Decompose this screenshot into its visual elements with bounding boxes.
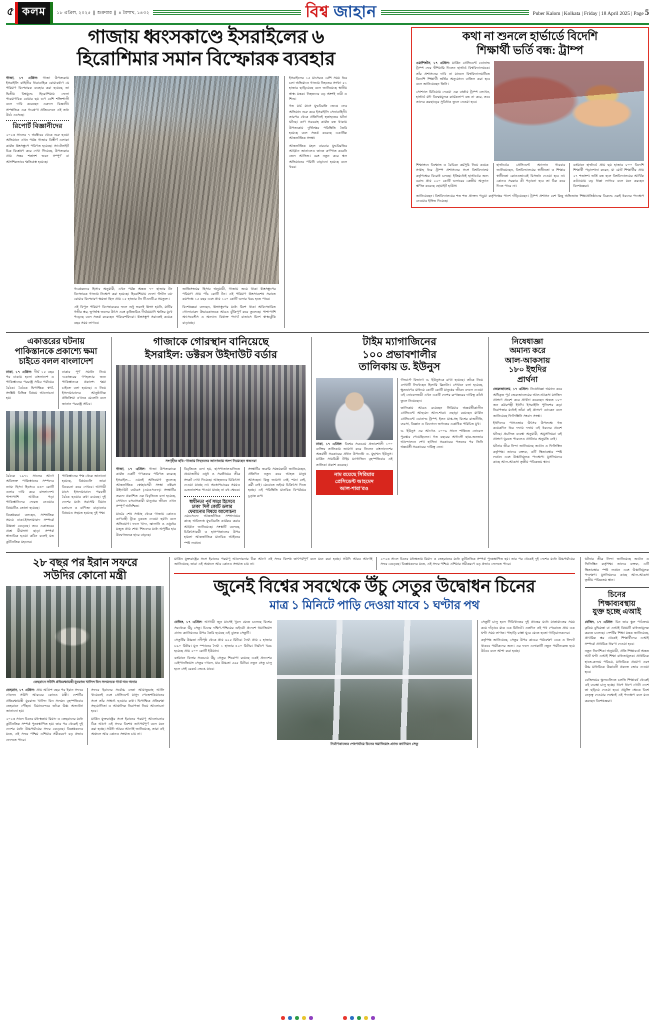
msf-column-2 bbox=[180, 467, 240, 548]
registration-dot bbox=[295, 1016, 299, 1020]
bangladesh-col2-text: ঢাকার পূর্ণ সমর্থন নিয়ে 'একাত্তরের গণহত্যার জন্য পাকিস্তানকে প্রকাশ্যে ক্ষমা চাইতে' বলা হয়েছে। এ নিয়ে ইসলামাবাদের আনুষ্ঠানিক প্রতিক্রিয়া এখনও মেলেনি বলে জানান পররাষ্ট্র সচিব। bbox=[61, 369, 106, 406]
trump-column-2b bbox=[493, 163, 566, 192]
trump-col2-text: শিক্ষাঙ্গনে বিক্ষোভ ও বৈচিত্র্য কর্মসূচি নিয়ে কয়েক সপ্তাহ ধরে ট্রাম্প প্রশাসনের সঙ্গে বিশ্ববিদ্যালয় কর্তৃপক্ষের বিরোধ চলছে। ইতিমধ্যেই হার্ভার্ডের জন্য বরাদ্দ প্রায় ২২০ কোটি ডলারের কেন্দ্রীয় অনুদান স্থগিত করেছে হোয়াইট হাউস। bbox=[416, 163, 489, 189]
yunus-callout-line3: আল-শারা'রও bbox=[339, 486, 369, 493]
lead-col1b-text: ২০২৩ সালের ৭ অক্টোবর থেকে শুরু হওয়া অভিযানে এখন পর্যন্ত গাজার বিস্তীর্ণ এলাকা কার্যত ধ্বংসস্তূপে পরিণত হয়েছে। স্যাটেলাইট চিত্র বিশ্লেষণ করে দেখা গিয়েছে, উপত্যকার প্রায় সত্তর শতাংশ ভবন সম্পূর্ণ বা আংশিকভাবে ক্ষতিগ্রস্ত হয়েছে। bbox=[6, 133, 69, 164]
lead-dotted-separator bbox=[6, 120, 69, 121]
bridge-construction-photo bbox=[277, 620, 472, 740]
alaqsa-dateline: জেরুজালেম, ১৭ এপ্রিল: bbox=[493, 387, 529, 392]
saudi-col1-text: প্রায় আঠাশ বছর পর ইরান সফরে গেলেন সউদি আরবের কোনও মন্ত্রী। দেশটির প্রতিরক্ষামন্ত্রী যুবরাজ খালিদ বিন সলমন বৃহস্পতিবার তেহরানে পৌঁছন। বিমানবন্দরে তাঁকে উষ্ণ অভ্যর্থনা জানানো হয়। bbox=[6, 687, 84, 714]
edition-info bbox=[533, 8, 649, 17]
bridge-left-columns bbox=[174, 620, 272, 748]
publication-logo: কলম bbox=[15, 2, 53, 24]
yunus-headline-line3: তালিকায় ড. ইউনুস bbox=[358, 362, 441, 373]
gaza-funeral-crowd-photo bbox=[116, 365, 306, 457]
bridge-photo-caption: নির্মাণকাজের শেষপর্যায়ে চিনের হুয়াজিয়াং গ্র্যান্ড ক্যানিয়ন সেতু bbox=[330, 742, 419, 747]
bangladesh-top-columns bbox=[6, 370, 106, 409]
msf-col5-text: এমএসএফ আন্তর্জাতিক সম্প্রদায়ের কাছে অবিলম্বে যুদ্ধবিরতি কার্যকর করার আহ্বান জানিয়েছে। সংস্থাটি বলেছে, চিকিৎসাকর্মী ও হাসপাতালের উপর হামলা আন্তর্জাতিক মানবিক আইনের স্পষ্ট লঙ্ঘন। bbox=[183, 514, 241, 545]
section-title-part1: বিশ্ব bbox=[305, 4, 330, 21]
lead-column-2 bbox=[74, 287, 172, 328]
footer-dots-left bbox=[281, 1016, 313, 1020]
masthead-logo-group[interactable] bbox=[6, 2, 53, 24]
yunus-dateline: ঢাকা, ১৭ এপ্রিল: bbox=[316, 441, 343, 446]
trump-col1-text: মার্কিন প্রেসিডেন্ট ডোনাল্ড ট্রাম্প ফের হুঁশিয়ারি দিলেন হার্ভার্ড বিশ্ববিদ্যালয়কে। তাঁর প্রশাসনের দাবি না মানলে বিশ্ববিদ্যালয়টিতে বিদেশি শিক্ষার্থী ভর্তির অনুমোদন বাতিল করা হবে বলে জানিয়েছেন তিনি। bbox=[416, 61, 490, 87]
gaza-destruction-photo bbox=[74, 76, 279, 284]
alaqsa-headline-line4: ১৮০ ইহুদির bbox=[508, 365, 547, 375]
alaqsa-headline bbox=[493, 337, 562, 384]
msf-col4-text: মার্চের শেষ সপ্তাহ থেকে গাজায় কোনও ত্রাণবাহী ট্রাক ঢুকতে দেওয়া হয়নি বলে অভিযোগ। ফলে খাদ্য, জ্বালানি ও ওষুধের মজুত প্রায় শেষ। শিশুদের মধ্যে অপুষ্টির হার উদ্বেগজনক হারে বাড়ছে। bbox=[116, 511, 176, 537]
yunus-right-side bbox=[397, 378, 483, 496]
lead-dateline: গাজা, ১৭ এপ্রিল: bbox=[6, 75, 39, 80]
page-number: 5 bbox=[645, 8, 649, 17]
bangladesh-col5-text: বিশ্লেষকরা বলছেন, সাম্প্রতিক সময়ে ঢাকা-ইসলামাবাদ সম্পর্কে উষ্ণতা বেড়েছে। তবে একাত্তরের প্রশ্নে মীমাংসা ছাড়া সম্পর্ক স্বাভাবিক হওয়া কঠিন বলেই মত কূটনৈতিক মহলের। bbox=[6, 513, 54, 544]
bridge-col5-text: বর্তমানে বিশ্বের সবচেয়ে উঁচু সেতুর শিরোপা রয়েছে একই প্রদেশের বেইপানজিয়াং সেতুর দখলে, যার উচ্চতা ৫৬৫ মিটার। নতুন সেতু চালু হলে সেই রেকর্ড ভেঙে যাবে। bbox=[174, 656, 272, 671]
ai-story bbox=[580, 557, 649, 748]
ai-col3-text: বেজিংয়ের স্কুলগুলিতে চলতি শিক্ষাবর্ষ থেকেই এই ব্যবস্থা চালু হচ্ছে। ধাপে ধাপে গোটা দেশে তা ছড়িয়ে দেওয়া হবে। প্রযুক্তি ক্ষেত্রে বিশ্বে নেতৃত্ব দেওয়ার লক্ষ্যেই এই পদক্ষেপ বলে মনে করছেন বিশেষজ্ঞরা। bbox=[584, 677, 649, 703]
registration-dot bbox=[281, 1016, 285, 1020]
bridge-topfill-left-text: মার্কিন যুক্তরাষ্ট্রের সঙ্গে ইরানের পরমাণু আলোচনার ঠিক আগে এই সফর বিশেষ তাৎপর্যপূর্ণ বলে মনে করা হচ্ছে। সউদি আরব আগেই জানিয়েছে, তারা এই অঞ্চলে আর কোনও সংঘাত চায় না। bbox=[174, 557, 373, 567]
yunus-red-callout bbox=[316, 470, 393, 495]
lead-headline-line1: গাজায় ধ্বংসকাণ্ডে ইসরাইলের ৬ bbox=[87, 27, 325, 48]
ai-body bbox=[585, 620, 649, 704]
masthead bbox=[6, 3, 649, 22]
msf-story bbox=[111, 337, 306, 548]
msf-dotted-separator bbox=[184, 496, 240, 497]
msf-col3-text: সংস্থাটির জরুরি সমন্বয়কারী জানিয়েছেন, প্রতিদিন নতুন করে আহত মানুষ আসছেন। কিন্তু জায়গা নেই, শয্যা নেই, কর্মী নেই। মেঝেতে শুইয়ে চিকিৎসা দিতে হচ্ছে। এই পরিস্থিতি মানবিক বিপর্যয়ের চূড়ান্ত রূপ। bbox=[248, 467, 306, 498]
bangladesh-column-3 bbox=[6, 474, 54, 547]
ai-divider bbox=[585, 587, 649, 588]
alaqsa-story bbox=[488, 337, 562, 548]
bangladesh-headline bbox=[6, 337, 106, 367]
yunus-left-side bbox=[316, 378, 393, 496]
trump-dateline: ওয়াশিংটন, ১৭ এপ্রিল: bbox=[416, 61, 450, 66]
yunus-headline-line2: ১০০ প্রভাবশালীর bbox=[362, 349, 437, 361]
lead-col1-text: গাজা উপত্যকায় ইসরাইলি বাহিনীর ধারাবাহিক বোমাবর্ষণে যে পরিমাণ বিস্ফোরক ব্যবহার করা হয়েছে, তা দ্বিতীয় বিশ্বযুদ্ধে হিরোশিমায় ফেলা পারমাণবিক বোমার ছয় গুণ বেশি শক্তিশালী বলে দাবি করেছেন একদল বিজ্ঞানী। সাম্প্রতিক এক গবেষণা প্রতিবেদনে এই তথ্য উঠে এসেছে। bbox=[6, 75, 69, 117]
bangladesh-headline-line3: চাইতে বলল বাংলাদেশ bbox=[18, 356, 94, 366]
lead-col3-text: জাতিসংঘের হিসাব অনুযায়ী, গাজায় জমে থাকা ধ্বংসস্তূপের পরিমাণ প্রায় পাঁচ কোটি টন। এই পরিমাণ ধ্বংসাবশেষ সরাতে কমপক্ষে ১৫ বছর এবং প্রায় ১২০ কোটি ডলার খরচ হতে পারে। bbox=[182, 286, 276, 302]
bridge-col1-text: আগামী জুন মাসেই খুলে যেতে চলেছে বিশ্বের সবথেকে উঁচু সেতু। চিনের দক্ষিণ-পশ্চিমের গুইঝৌ প্রদেশে হুয়াজিয়াং গ্র্যান্ড ক্যানিয়নের উপর তৈরি হয়েছে এই ঝুলন্ত সেতুটি। bbox=[174, 620, 272, 635]
yunus-callout-line1: নাম রয়েছে সিরিয়ার bbox=[334, 472, 375, 479]
saudi-story bbox=[6, 557, 164, 748]
saudi-headline-line2: সউদির কোনো মন্ত্রী bbox=[43, 569, 127, 582]
lead-col4-text: ইসরাইলের ১৫ মাসেরও বেশি সময় ধরে চলা অভিযানে গাজায় নিহতের সংখ্যা ৫১ হাজার ছাড়িয়েছে বলে জানিয়েছে স্থানীয় স্বাস্থ্য মন্ত্রক। নিহতদের বড় অংশই নারী ও শিশু। bbox=[289, 75, 347, 102]
msf-column-1 bbox=[116, 467, 176, 548]
section-title bbox=[305, 0, 376, 26]
trump-right-side bbox=[494, 61, 644, 161]
registration-dot bbox=[357, 1016, 361, 1020]
trump-column-1 bbox=[416, 61, 490, 161]
bangladesh-column-4 bbox=[58, 474, 106, 547]
bridge-topfill-left bbox=[174, 557, 372, 570]
yunus-col3-text: তালিকায় আরও রয়েছেন সিরিয়ার অন্তর্বর্তীকালীন প্রেসিডেন্ট আহমেদ আল-শারা। এছাড়া রয়েছেন মার্কিন প্রেসিডেন্ট ডোনাল্ড ট্রাম্প, ইলন মাস্ক-সহ বিশ্বের রাজনীতি, ব্যবসা, বিজ্ঞান ও বিনোদন জগতের একাধিক পরিচিত মুখ। bbox=[400, 406, 483, 426]
bridge-photo-column bbox=[277, 620, 472, 748]
lead-col4c-text: আন্তর্জাতিক মহল বারবার যুদ্ধবিরতির আহ্বান জানালেও তাতে কর্ণপাত করেনি তেল আভিভ। বরং নতুন করে স্থল অভিযানের পরিধি বাড়ানো হয়েছে বলে খবর। bbox=[289, 143, 347, 169]
bangladesh-col1-text: দীর্ঘ ১৫ বছর পর ঢাকায় হলো বাংলাদেশ ও পাকিস্তানের পররাষ্ট্র সচিব পর্যায়ের বৈঠক। বৈঠকে দ্বিপাক্ষিক স্বার্থ-সংশ্লিষ্ট বিভিন্ন বিষয়ে আলোচনা হয়। bbox=[6, 369, 54, 401]
ai-headline bbox=[585, 591, 649, 618]
ai-headline-line2: শিক্ষাব্যবস্থায় bbox=[598, 598, 636, 608]
yunus-column-1 bbox=[316, 442, 393, 469]
trump-col1b-text: সোশ্যাল মিডিয়ায় দেওয়া এক বার্তায় ট্রাম্প লেখেন, হার্ভার্ড যদি বিদ্বেষমূলক কার্যকলাপ বন্ধ না করে, তবে তাদের করছাড়ের সুবিধাও তুলে নেওয়া হবে। bbox=[416, 89, 490, 105]
bangladesh-bottom-columns bbox=[6, 474, 106, 547]
msf-headline-line1: গাজাকে গোরস্থান বানিয়েছে bbox=[153, 337, 269, 348]
saudi-photo-caption: তেহরানে সউদি প্রতিরক্ষামন্ত্রী যুবরাজ খালিদ বিন সলমনকে গার্ড অব অনার bbox=[33, 679, 137, 684]
msf-photo-caption: সংগৃহীত ছবি: গাজায় নিহতদের জানাজায় অংশ নিয়েছেন স্বজনরা bbox=[165, 459, 257, 463]
bridge-col4-text: কর্তৃপক্ষ জানিয়েছে, সেতুর উপর কাচের পর্যবেক্ষণ ডেক ও লিফট থাকবে পর্যটকদের জন্য। এর ফলে এলাকাটি নতুন পর্যটনকেন্দ্র হয়ে উঠবে বলে আশা করা হচ্ছে। bbox=[481, 638, 575, 653]
bangladesh-dateline: ঢাকা, ১৭ এপ্রিল: bbox=[6, 369, 33, 374]
lead-column-3 bbox=[177, 287, 275, 328]
saudi-col4-text: মার্কিন যুক্তরাষ্ট্রের সঙ্গে ইরানের পরমাণু আলোচনার ঠিক আগে এই সফর বিশেষ তাৎপর্যপূর্ণ বলে মনে করা হচ্ছে। সউদি আরব আগেই জানিয়েছে, তারা এই অঞ্চলে আর কোনও সংঘাত চায় না। bbox=[91, 716, 165, 737]
alaqsa-headline-line3: আল-আকসায় bbox=[504, 355, 551, 365]
masthead-rule-right bbox=[381, 9, 529, 17]
alaqsa-body bbox=[493, 387, 562, 465]
bridge-body bbox=[174, 620, 575, 748]
tier-two bbox=[6, 337, 649, 548]
alaqsa-col3-text: ঘটনার তীব্র নিন্দা জানিয়েছে জর্ডান ও ফিলিস্তিন কর্তৃপক্ষ। তাদের বক্তব্য, এটি স্থিতাবস্থার স্পষ্ট লঙ্ঘন এবং উস্কানিমূলক পদক্ষেপ। মুসলিমদের কাছে আল-আকসা তৃতীয় পবিত্রতম স্থান। bbox=[493, 444, 562, 465]
lead-kicker: রিপোর্ট বিজ্ঞানীদের bbox=[12, 123, 63, 131]
ai-headline-line1: চিনের bbox=[607, 589, 626, 599]
edition-line: Puber Kalom | Kolkata | Friday | 18 April 2025 | Page bbox=[532, 11, 644, 17]
section-title-part2: জাহান bbox=[333, 4, 377, 21]
bridge-col3-text: সেতুটি চালু হলে গিরিখাতের দুই প্রান্তের মধ্যে যাতায়াতের সময় কমে দাঁড়াবে মাত্র এক মিনিটে। এতদিন ওই পথ পেরোতে প্রায় এক ঘণ্টা সময় লাগত। পাহাড়ি রাস্তা ঘুরে যেতে হতো গাড়িচালকদের। bbox=[481, 620, 575, 635]
lead-col2-text: গবেষকদের হিসাব অনুযায়ী, এখন পর্যন্ত অন্তত ৭০ হাজার টন বিস্ফোরক গাজায় নিক্ষেপ করা হয়েছে। হিরোশিমায় ফেলা 'লিটল বয়' বোমার বিস্ফোরণ ক্ষমতা ছিল প্রায় ১৫ হাজার টন টিএনটি-র সমতুল্য। bbox=[74, 286, 173, 302]
bridge-story bbox=[169, 557, 575, 748]
bridge-col2-text: সেতুটির উচ্চতা নদীপৃষ্ঠ থেকে প্রায় ৬২৫ মিটার। দৈর্ঘ্য প্রায় ২ হাজার ৮৯০ মিটার। মূল স্প্যানের দৈর্ঘ্য ১ হাজার ৪২০ মিটার। নির্মাণে খরচ হয়েছে প্রায় ২০০ কোটি ইউয়ান। bbox=[174, 638, 272, 653]
yunus-col4-text: ড. ইউনুস এর আগেও ২০০৬ সালে শান্তিতে নোবেল পুরস্কার পেয়েছিলেন। গত বছরের অগাস্টে ছাত্র-জনতার আন্দোলনে শেখ হাসিনা সরকারের পতনের পর তিনি অন্তর্বর্তী সরকারের দায়িত্ব নেন। bbox=[400, 429, 483, 450]
msf-columns bbox=[116, 467, 306, 548]
ai-col2-text: নতুন নির্দেশিকা অনুযায়ী, প্রতি শিক্ষাবর্ষে অন্তত আট ঘণ্টা এআই শিক্ষা বাধ্যতামূলক। প্রাথমিকে হাতে-কলমে পরিচয়, মাধ্যমিকে প্রয়োগ এবং উচ্চ মাধ্যমিকে উদ্ভাবনী প্রকল্পে জোর দেওয়া হবে। bbox=[584, 648, 649, 675]
masthead-rule-left bbox=[153, 9, 301, 17]
msf-subhead: স্বাধীনতা পূর্ব সমগ্র হিসেবে ঢাকা' দিল কোটি ডলার ফেরানোর বিষয়ে আলোচনা bbox=[188, 498, 236, 514]
alaqsa-col2-text: ইহুদিদের পাসওভার উৎসব উপলক্ষে গত কয়েকদিন ধরে দফায় দফায় এই ধরনের প্রবেশ ঘটছে। প্রচলিত ব্যবস্থা অনুযায়ী, অমুসলিমরা ওই প্রাঙ্গণে ঘুরতে পারলেও প্রার্থনার অনুমতি নেই। bbox=[493, 421, 562, 441]
registration-dot bbox=[371, 1016, 375, 1020]
trump-headline-line1: কথা না শুনলে হার্ভার্ডে বিদেশি bbox=[462, 31, 598, 43]
saudi-headline-line1: ২৮ বছর পর ইরান সফরে bbox=[32, 557, 138, 569]
trump-story-box bbox=[411, 27, 649, 208]
bangladesh-story bbox=[6, 337, 106, 548]
registration-dot bbox=[288, 1016, 292, 1020]
bridge-column-1 bbox=[174, 620, 272, 672]
lead-story bbox=[6, 27, 406, 328]
footer-registration-marks bbox=[0, 1016, 655, 1020]
ai-top-fill bbox=[585, 557, 649, 584]
yunus-callout-line2: প্রেসিডেন্ট আহমেদ bbox=[334, 479, 374, 486]
saudi-column-2 bbox=[87, 688, 164, 745]
saudi-iran-guard-photo bbox=[6, 586, 164, 678]
ai-dateline: বেজিং, ১৭ এপ্রিল: bbox=[584, 620, 614, 625]
bridge-topfill bbox=[174, 557, 575, 570]
trump-column-2 bbox=[416, 163, 489, 192]
bridge-subheadline: মাত্র ১ মিনিটে পাড়ি দেওয়া যাবে ১ ঘণ্টার পথ bbox=[269, 598, 480, 613]
bridge-topfill-right-text: ২০২৩ সালে চিনের মধ্যস্থতায় রিয়াদ ও তেহরানের মধ্যে কূটনৈতিক সম্পর্ক পুনঃস্থাপিত হয়। তার পর থেকেই দুই দেশের মধ্যে উচ্চপর্যায়ের সফর বেড়েছে। বিশ্লেষকদের মতে, এই সফর পশ্চিম এশিয়ার সমীকরণে বড় প্রভাব ফেলতে পারে। bbox=[380, 557, 575, 567]
lead-body bbox=[6, 76, 406, 328]
bridge-headline: জুনেই বিশ্বের সবথেকে উঁচু সেতুর উদ্বোধন চিনের bbox=[213, 577, 536, 597]
tier-three bbox=[6, 557, 649, 748]
trump-story bbox=[411, 27, 649, 328]
yunus-portrait-photo bbox=[316, 378, 393, 440]
registration-dot bbox=[343, 1016, 347, 1020]
footer-dots-right bbox=[343, 1016, 375, 1020]
saudi-col3-text: ২০২৩ সালে চিনের মধ্যস্থতায় রিয়াদ ও তেহরানের মধ্যে কূটনৈতিক সম্পর্ক পুনঃস্থাপিত হয়। তার পর থেকেই দুই দেশের মধ্যে উচ্চপর্যায়ের সফর বেড়েছে। বিশ্লেষকদের মতে, এই সফর পশ্চিম এশিয়ার সমীকরণে বড় প্রভাব ফেলতে পারে। bbox=[6, 716, 84, 742]
trump-col2b-text: হার্ভার্ডের প্রেসিডেন্ট অ্যালান গারবার জানিয়েছেন, বিশ্ববিদ্যালয়ের স্বাধীনতা ও শিক্ষার স্বাধীনতা কোনওভাবেই বিসর্জন দেওয়া হবে না। কোনও সরকার কী পড়ানো হবে তা ঠিক করে দিতে পারে না। bbox=[496, 163, 566, 189]
trump-column-3 bbox=[569, 163, 644, 192]
lead-col2b-text: এই বিপুল পরিমাণ বিস্ফোরকের ফলে শুধু ভবনই ধ্বংস হয়নি, মাটির গভীর স্তর, ভূগর্ভস্থ জলের উৎস এবং কৃষিজমিও দীর্ঘমেয়াদি ক্ষতির মুখে পড়েছে বলে সতর্ক করেছেন পরিবেশবিদরা। ধ্বংসস্তূপ সরাতেই কয়েক বছর সময় লাগবে। bbox=[74, 304, 173, 325]
saudi-column-1 bbox=[6, 688, 83, 745]
msf-col2-text: বিবৃতিতে বলা হয়, হাসপাতালগুলিতে প্রয়োজনীয় ওষুধ ও সরঞ্জামের তীব্র সংকট দেখা দিয়েছে। আহতদের চিকিৎসা দেওয়া যাচ্ছে না। অস্ত্রোপচারের সময়ও চেতনানাশক পাওয়া যাচ্ছে না বহু ক্ষেত্রে। bbox=[183, 467, 241, 493]
saudi-col2-text: সফরে ইরানের সর্বোচ্চ নেতা আয়াতুল্লাহ আলি খামেনেই এবং প্রেসিডেন্ট মাসুদ পেজেশকিয়ানের সঙ্গে তাঁর সাক্ষাৎ হওয়ার কথা। দ্বিপাক্ষিক প্রতিরক্ষা সহযোগিতা ও আঞ্চলিক নিরাপত্তা নিয়ে আলোচনা হবে। bbox=[91, 687, 165, 714]
tier-two-divider bbox=[6, 332, 649, 333]
page-glyph: ৫ bbox=[6, 6, 14, 18]
alaqsa-headline-line5: প্রার্থনা bbox=[517, 374, 538, 384]
bridge-right-columns bbox=[477, 620, 575, 748]
lead-under-photo-columns bbox=[74, 287, 279, 328]
lead-column-1 bbox=[6, 76, 69, 328]
bangladesh-column-1 bbox=[6, 370, 54, 409]
msf-column-3 bbox=[244, 467, 306, 548]
bangladesh-headline-line2: পাকিস্তানকে প্রকাশ্যে ক্ষমা bbox=[14, 346, 98, 356]
bangladesh-col3-text: বৈঠকে ১৯৭১ সালের আগে অবিভক্ত পাকিস্তানের সম্পদের ন্যায্য হিস্যা হিসেবে ৪৩০ কোটি ডলার দাবি করে বাংলাদেশ। পাশাপাশি আটকে পড়া পাকিস্তানিদের ফেরত নেওয়ার বিষয়টিও তোলা হয়েছে। bbox=[6, 473, 54, 510]
yunus-headline bbox=[316, 337, 483, 375]
msf-col1-text: গাজা উপত্যকাকে কার্যত একটি গণকবরে পরিণত করেছে ইসরাইল— এমনই অভিযোগ তুলেছে আন্তর্জাতিক স্বেচ্ছাসেবী সংস্থা ডক্টরস উইদাউট বর্ডারস (এমএসএফ)। সংস্থাটির তরফে প্রকাশিত এক বিবৃতিতে বলা হয়েছে, সেখানে বসবাসকারী মানুষের জীবন এখন সম্পূর্ণ অনিশ্চিত। bbox=[116, 467, 176, 509]
tier-three-divider bbox=[6, 552, 649, 553]
bridge-red-bar bbox=[174, 573, 575, 575]
msf-dateline: গাজা, ১৭ এপ্রিল: bbox=[116, 467, 146, 471]
trump-lower-columns bbox=[416, 163, 644, 192]
bangladesh-column-2 bbox=[58, 370, 106, 409]
masthead-date-bengali: ১৮ এপ্রিল, ২০২৫ ❙ শুক্রবার ❙ ৪ বৈশাখ, ১৪৩২ bbox=[56, 9, 150, 15]
saudi-dateline: তেহরান, ১৭ এপ্রিল: bbox=[6, 687, 36, 692]
registration-dot bbox=[302, 1016, 306, 1020]
yunus-col1-text: বিশ্বের সবচেয়ে প্রভাবশালী ১০০ ব্যক্তির তালিকায় জায়গা করে নিলেন বাংলাদেশের অন্তর্বর্তী সরকারের প্রধান উপদেষ্টা ড. মুহাম্মদ ইউনুস। মার্কিন সাময়িকী টাইম ম্যাগাজিন বৃহস্পতিবার এই তালিকা প্রকাশ করেছে। bbox=[316, 441, 393, 467]
ai-headline-line3: যুক্ত হচ্ছে এআই bbox=[592, 607, 642, 617]
yunus-col2-text: 'লিডার্স' বিভাগে ড. ইউনুসকে রাখা হয়েছে। তাঁকে নিয়ে লেখাটি লিখেছেন হিলারি ক্লিনটন। সেখানে বলা হয়েছে, ক্ষুদ্রঋণের মাধ্যমে কোটি কোটি মানুষের জীবন বদলে দেওয়া এই নোবেলজয়ী এখন একটি দেশের রূপান্তরের দায়িত্ব কাঁধে তুলে নিয়েছেন। bbox=[400, 377, 483, 403]
registration-dot bbox=[364, 1016, 368, 1020]
bangladesh-pakistan-flags-photo bbox=[6, 411, 106, 471]
lead-photo-column bbox=[74, 76, 279, 328]
alaqsa-col1-text: নিষেধাজ্ঞা অমান্য করে অধিকৃত পূর্ব জেরুজালেমের আল-আকসা মসজিদ প্রাঙ্গণে প্রবেশ করে প্রার্থনা করেছেন অন্তত ১৮০ জন কট্টরপন্থী ইহুদি। ইসরাইলি পুলিশের কড়া নিরাপত্তার মধ্যেই তাঁরা ওই প্রাঙ্গণে ঢোকেন বলে জানিয়েছে ফিলিস্তিনি সংবাদ সংস্থা। bbox=[493, 387, 562, 418]
trump-body bbox=[416, 61, 644, 161]
trump-col3-text: বর্তমানে হার্ভার্ডে প্রায় ছয় হাজার ৮০০ বিদেশি শিক্ষার্থী পড়াশোনা করেন, যা মোট শিক্ষার্থীর প্রায় ২৭ শতাংশ। ভর্তি বন্ধ হলে বিশ্ববিদ্যালয়ের আর্থিক কাঠামোয় বড় ধাক্কা লাগবে বলে মনে করছেন বিশেষজ্ঞরা। bbox=[573, 163, 644, 189]
saudi-headline bbox=[6, 557, 164, 583]
bangladesh-col4-text: পাকিস্তানের পক্ষ থেকে জানানো হয়েছে, বিষয়গুলি তারা বিবেচনা করে দেখবে। আগামী মাসে ইসলামাবাদে পরবর্তী বৈঠক হওয়ার কথা রয়েছে। দুই দেশের মধ্যে সরাসরি বিমান চলাচল ও বাণিজ্য বাড়ানোর বিষয়েও সহমত হয়েছে দুই পক্ষ। bbox=[61, 473, 106, 516]
bridge-topfill-right bbox=[376, 557, 574, 570]
trump-headline-line2: শিক্ষার্থী ভর্তি বন্ধ: ট্রাম্প bbox=[476, 44, 584, 57]
bridge-dateline: বেজিং, ১৭ এপ্রিল: bbox=[174, 620, 203, 625]
lead-headline-line2: হিরোশিমার সমান বিস্ফোরক ব্যবহার bbox=[77, 49, 335, 71]
msf-headline bbox=[116, 337, 306, 362]
alaqsa-headline-line1: নিষেধাজ্ঞা bbox=[511, 337, 544, 346]
lead-col4b-text: গত মার্চ মাসে যুদ্ধবিরতি ভেঙে ফের অভিযান শুরু করে ইসরাইলি সেনাবাহিনী। তারপর থেকে প্রতিদিনই হতাহতের ঘটনা ঘটছে। ত্রাণ সরবরাহ কার্যত বন্ধ থাকায় উপত্যকায় দুর্ভিক্ষের পরিস্থিতি তৈরি হয়েছে বলে সতর্ক করেছে একাধিক আন্তর্জাতিক সংস্থা। bbox=[289, 104, 347, 141]
yunus-body bbox=[316, 378, 483, 496]
registration-dot bbox=[350, 1016, 354, 1020]
ai-col1-text: চিন তার স্কুল পাঠক্রমে কৃত্রিম বুদ্ধিমত্তা বা এআই বিষয়টি বাধ্যতামূলক করতে চলেছে। দেশটির শিক্ষা মন্ত্রক জানিয়েছে, প্রাথমিক স্তর থেকেই শিক্ষার্থীদের এআই সম্পর্কে প্রাথমিক ধারণা দেওয়া হবে। bbox=[584, 620, 649, 646]
saudi-columns bbox=[6, 688, 164, 745]
registration-dot bbox=[309, 1016, 313, 1020]
ai-top-fill-text: ঘটনার তীব্র নিন্দা জানিয়েছে জর্ডান ও ফিলিস্তিন কর্তৃপক্ষ। তাদের বক্তব্য, এটি স্থিতাবস্থার স্পষ্ট লঙ্ঘন এবং উস্কানিমূলক পদক্ষেপ। মুসলিমদের কাছে আল-আকসা তৃতীয় পবিত্রতম স্থান। bbox=[584, 557, 649, 583]
bangladesh-headline-line1: একাত্তরের ঘটনায় bbox=[27, 337, 85, 346]
yunus-story bbox=[311, 337, 483, 548]
lead-headline bbox=[6, 27, 406, 72]
trump-portrait-photo bbox=[494, 61, 644, 161]
msf-headline-line2: ইসরাইল: ডক্টরস উইদাউট বর্ডার bbox=[144, 349, 278, 361]
trump-headline bbox=[416, 31, 644, 58]
lead-col3b-text: বিশেষজ্ঞরা বলছেন, ধ্বংসস্তূপের মধ্যে মিশে থাকা অবিস্ফোরিত গোলাবারুদ উদ্ধারকাজকে আরও ঝুঁকিপূর্ণ করে তুলেছে। পাশাপাশি অ্যাসবেস্টস ও অন্যান্য বিষাক্ত পদার্থ বাতাসে মিশে স্বাস্থ্যঝুঁকি বাড়াচ্ছে। bbox=[182, 304, 276, 325]
lead-column-4 bbox=[284, 76, 347, 328]
yunus-headline-line1: টাইম ম্যাগাজিনের bbox=[362, 337, 437, 348]
tier-one bbox=[6, 27, 649, 328]
alaqsa-headline-line2: অমান্য করে bbox=[509, 346, 546, 356]
trump-footer-note: জানিয়েছেন। বিশ্ববিদ্যালয়ের শত শত প্রাক্তন পড়ুয়া কর্তৃপক্ষের পাশে দাঁড়িয়েছেন। ট্রাম্প প্রশাসন বেশ কিছু অভিজাত শিক্ষাপ্রতিষ্ঠানের বিরুদ্ধে একই ধরনের পদক্ষেপ নেওয়ার ইঙ্গিত দিয়েছে। bbox=[416, 193, 644, 203]
